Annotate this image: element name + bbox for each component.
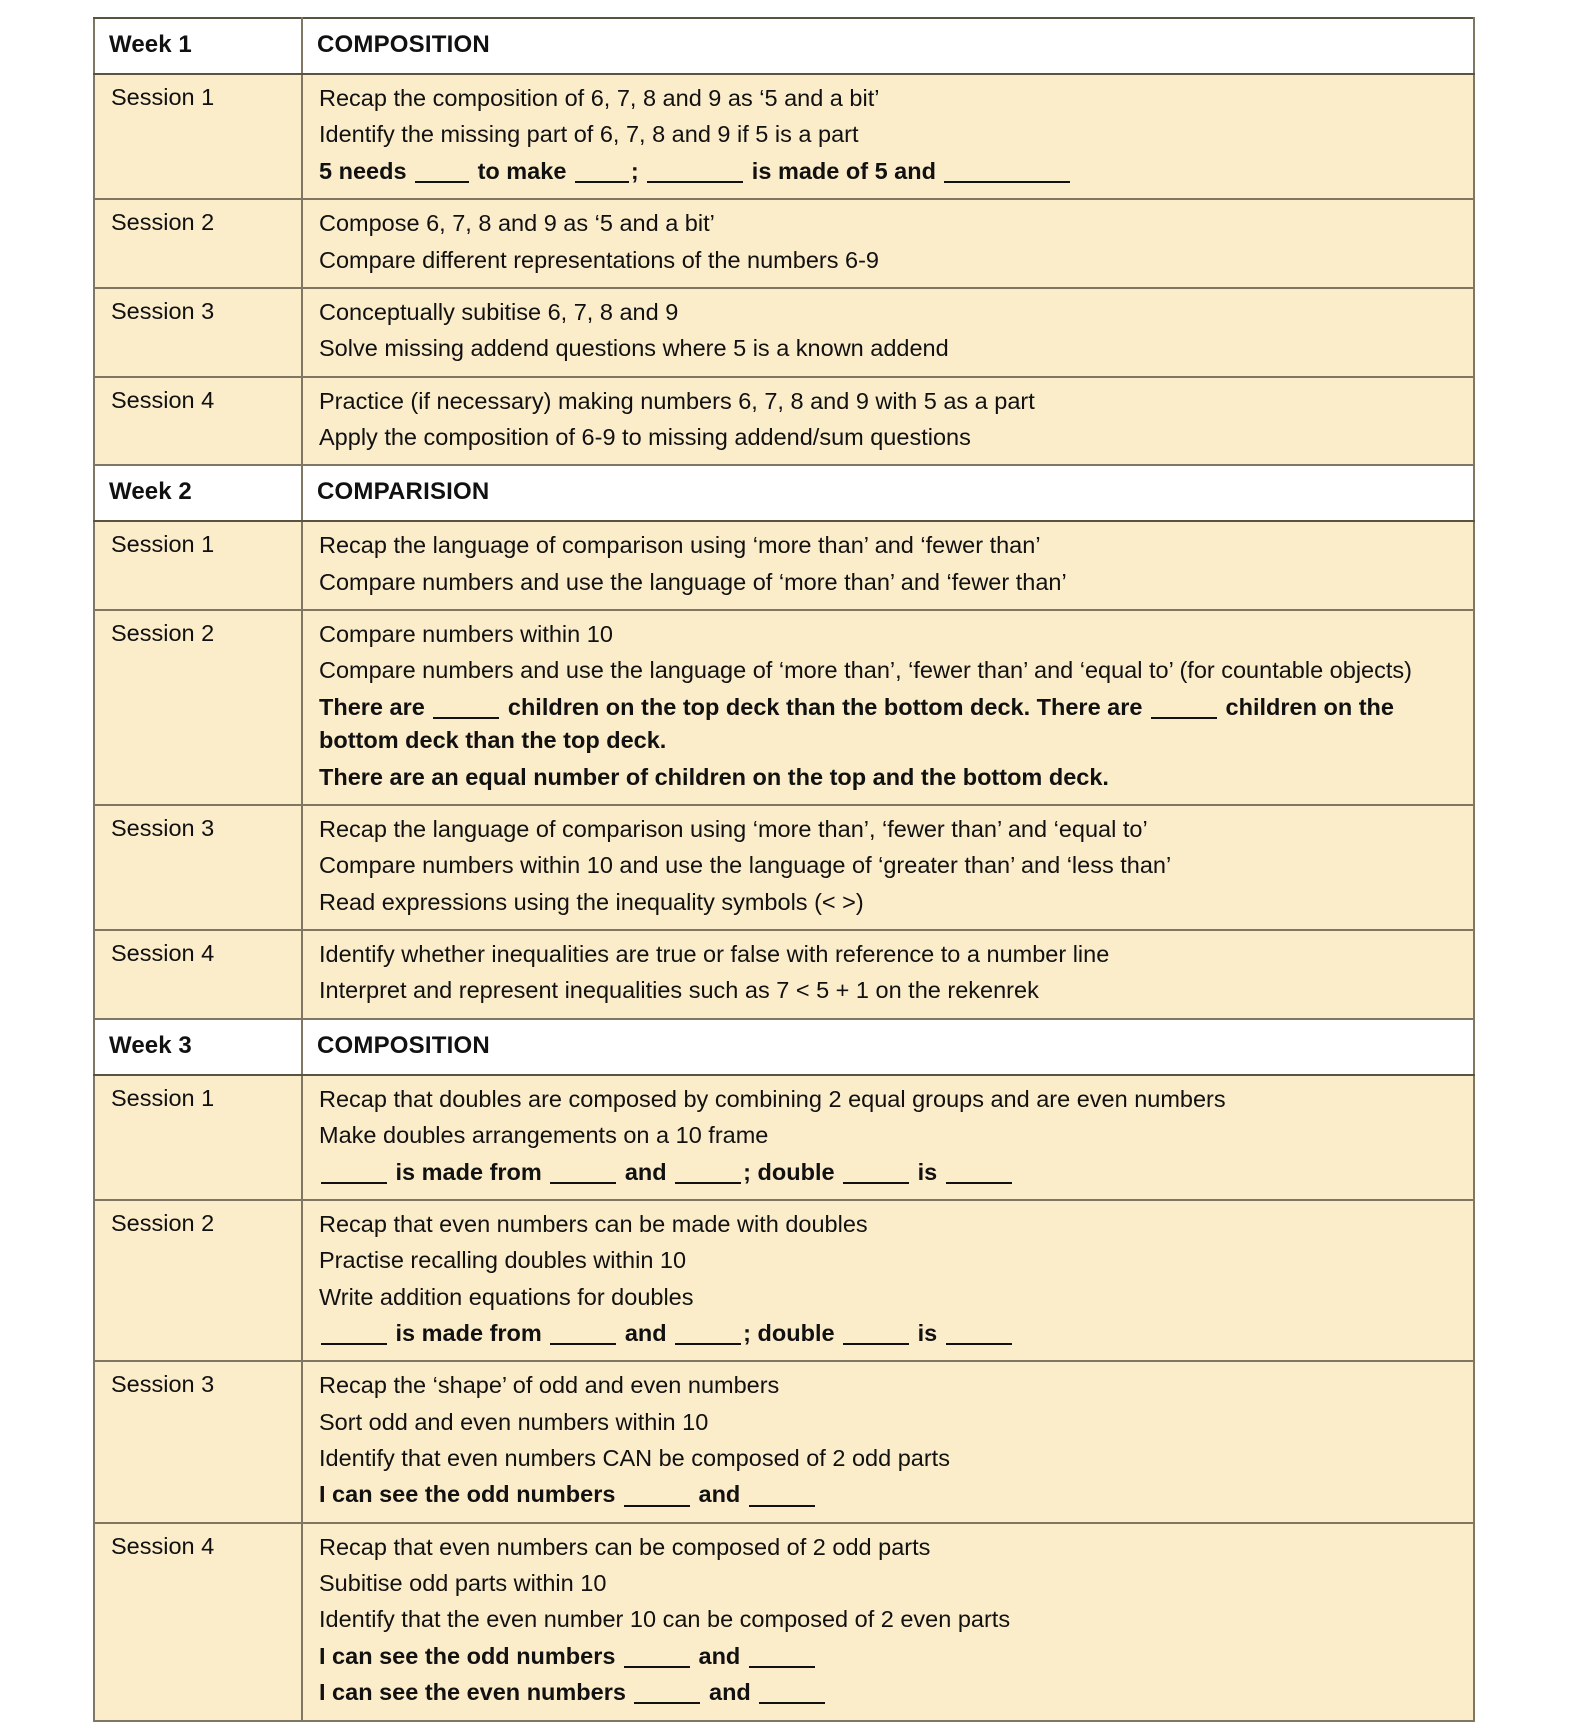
session-row (94, 805, 1474, 930)
session-row (94, 1200, 1474, 1361)
fill-in-blank (647, 156, 743, 183)
fill-in-blank (550, 1157, 616, 1184)
session-objectives (302, 1361, 1474, 1522)
week-label: Week 2 (94, 465, 302, 521)
session-row (94, 199, 1474, 288)
objective-line: Compare numbers within 10 and use the language of ‘greater than’ and ‘less than’ (319, 852, 1172, 879)
fill-in-blank (946, 1318, 1012, 1345)
fill-in-blank (433, 692, 499, 719)
objective-line: Conceptually subitise 6, 7, 8 and 9 (319, 298, 679, 325)
fill-in-blank (759, 1678, 825, 1705)
session-row (94, 377, 1474, 466)
fill-in-blank (1151, 692, 1217, 719)
session-row (94, 930, 1474, 1019)
session-label: Session 4 (94, 377, 302, 466)
fill-in-blank (843, 1157, 909, 1184)
fill-in-blank (944, 156, 1070, 183)
session-objectives (302, 74, 1474, 199)
objective-line: Identify that even numbers CAN be composed of 2 odd parts (319, 1445, 950, 1472)
week-topic: COMPOSITION (302, 1019, 1474, 1075)
objective-line: I can see the odd numbers and (319, 1477, 1463, 1513)
fill-in-blank (749, 1480, 815, 1507)
objective-line: I can see the even numbers and (319, 1675, 1463, 1711)
session-objectives (302, 930, 1474, 1019)
objective-line: Recap the ‘shape’ of odd and even numbers (319, 1372, 780, 1399)
objective-line: Identify whether inequalities are true or false with reference to a number line (319, 940, 1110, 967)
objective-line: Sort odd and even numbers within 10 (319, 1408, 709, 1435)
objective-line: Make doubles arrangements on a 10 frame (319, 1122, 769, 1149)
fill-in-blank (946, 1157, 1012, 1184)
session-label: Session 2 (94, 610, 302, 805)
session-label: Session 3 (94, 1361, 302, 1522)
objective-line: Interpret and represent inequalities such as 7 < 5 + 1 on the rekenrek (319, 977, 1039, 1004)
objective-line: Recap that even numbers can be made with doubles (319, 1210, 868, 1237)
objective-line: Recap the language of comparison using ‘more than’ and ‘fewer than’ (319, 532, 1041, 559)
session-row (94, 1523, 1474, 1721)
objective-line: Identify that the even number 10 can be composed of 2 even parts (319, 1606, 1011, 1633)
objective-line: Read expressions using the inequality symbols (< >) (319, 888, 864, 915)
fill-in-blank (575, 156, 629, 183)
week-header-row (94, 465, 1474, 521)
session-label: Session 1 (94, 74, 302, 199)
session-objectives (302, 805, 1474, 930)
objective-line: Write addition equations for doubles (319, 1283, 694, 1310)
fill-in-blank (321, 1157, 387, 1184)
fill-in-blank (624, 1641, 690, 1668)
week-topic: COMPARISION (302, 465, 1474, 521)
objective-line: There are an equal number of children on the top and the bottom deck. (319, 763, 1109, 790)
week-label: Week 1 (94, 18, 302, 74)
session-row (94, 610, 1474, 805)
week-topic: COMPOSITION (302, 18, 1474, 74)
session-row (94, 1075, 1474, 1200)
session-label: Session 3 (94, 288, 302, 377)
fill-in-blank (415, 156, 469, 183)
fill-in-blank (675, 1157, 741, 1184)
objective-line: Recap that doubles are composed by combining 2 equal groups and are even numbers (319, 1085, 1226, 1112)
objective-line: Recap the composition of 6, 7, 8 and 9 as ‘5 and a bit’ (319, 85, 880, 112)
objective-line: Practice (if necessary) making numbers 6, 7, 8 and 9 with 5 as a part (319, 387, 1035, 414)
objective-line: Compare numbers within 10 (319, 621, 613, 648)
session-objectives (302, 1523, 1474, 1721)
fill-in-blank (843, 1318, 909, 1345)
session-row (94, 288, 1474, 377)
fill-in-blank (634, 1678, 700, 1705)
session-objectives (302, 288, 1474, 377)
week-header-row (94, 1019, 1474, 1075)
session-objectives (302, 1075, 1474, 1200)
session-label: Session 1 (94, 1075, 302, 1200)
objective-line: Compare different representations of the numbers 6-9 (319, 246, 879, 273)
session-label: Session 2 (94, 199, 302, 288)
week-header-row (94, 18, 1474, 74)
curriculum-table (93, 17, 1475, 1722)
session-row (94, 1361, 1474, 1522)
objective-line: is made from and ; double is (319, 1316, 1463, 1352)
objective-line: Practise recalling doubles within 10 (319, 1247, 687, 1274)
week-label: Week 3 (94, 1019, 302, 1075)
objective-line: Identify the missing part of 6, 7, 8 and 9 if 5 is a part (319, 121, 859, 148)
objective-line: Recap that even numbers can be composed of 2 odd parts (319, 1533, 931, 1560)
objective-line: Compose 6, 7, 8 and 9 as ‘5 and a bit’ (319, 210, 715, 237)
objective-line: 5 needs to make ; is made of 5 and (319, 154, 1463, 190)
objective-line: Compare numbers and use the language of ‘more than’, ‘fewer than’ and ‘equal to’ (for countable objects) (319, 657, 1412, 684)
objective-line: Compare numbers and use the language of ‘more than’ and ‘fewer than’ (319, 568, 1067, 595)
session-label: Session 1 (94, 521, 302, 610)
session-label: Session 4 (94, 930, 302, 1019)
session-label: Session 4 (94, 1523, 302, 1721)
fill-in-blank (675, 1318, 741, 1345)
fill-in-blank (550, 1318, 616, 1345)
objective-line: I can see the odd numbers and (319, 1639, 1463, 1675)
session-objectives (302, 521, 1474, 610)
objective-line: is made from and ; double is (319, 1155, 1463, 1191)
session-objectives (302, 199, 1474, 288)
objective-line: Subitise odd parts within 10 (319, 1570, 607, 1597)
session-row (94, 521, 1474, 610)
session-objectives (302, 610, 1474, 805)
objective-line: Apply the composition of 6-9 to missing addend/sum questions (319, 423, 971, 450)
session-objectives (302, 1200, 1474, 1361)
objective-line: There are children on the top deck than the bottom deck. There are children on the bottom deck than the top deck. (319, 693, 1394, 754)
session-objectives (302, 377, 1474, 466)
objective-line: Solve missing addend questions where 5 is a known addend (319, 335, 949, 362)
fill-in-blank (624, 1480, 690, 1507)
fill-in-blank (321, 1318, 387, 1345)
session-label: Session 3 (94, 805, 302, 930)
session-label: Session 2 (94, 1200, 302, 1361)
objective-line: Recap the language of comparison using ‘more than’, ‘fewer than’ and ‘equal to’ (319, 815, 1148, 842)
fill-in-blank (749, 1641, 815, 1668)
session-row (94, 74, 1474, 199)
curriculum-table-body (94, 18, 1474, 1721)
